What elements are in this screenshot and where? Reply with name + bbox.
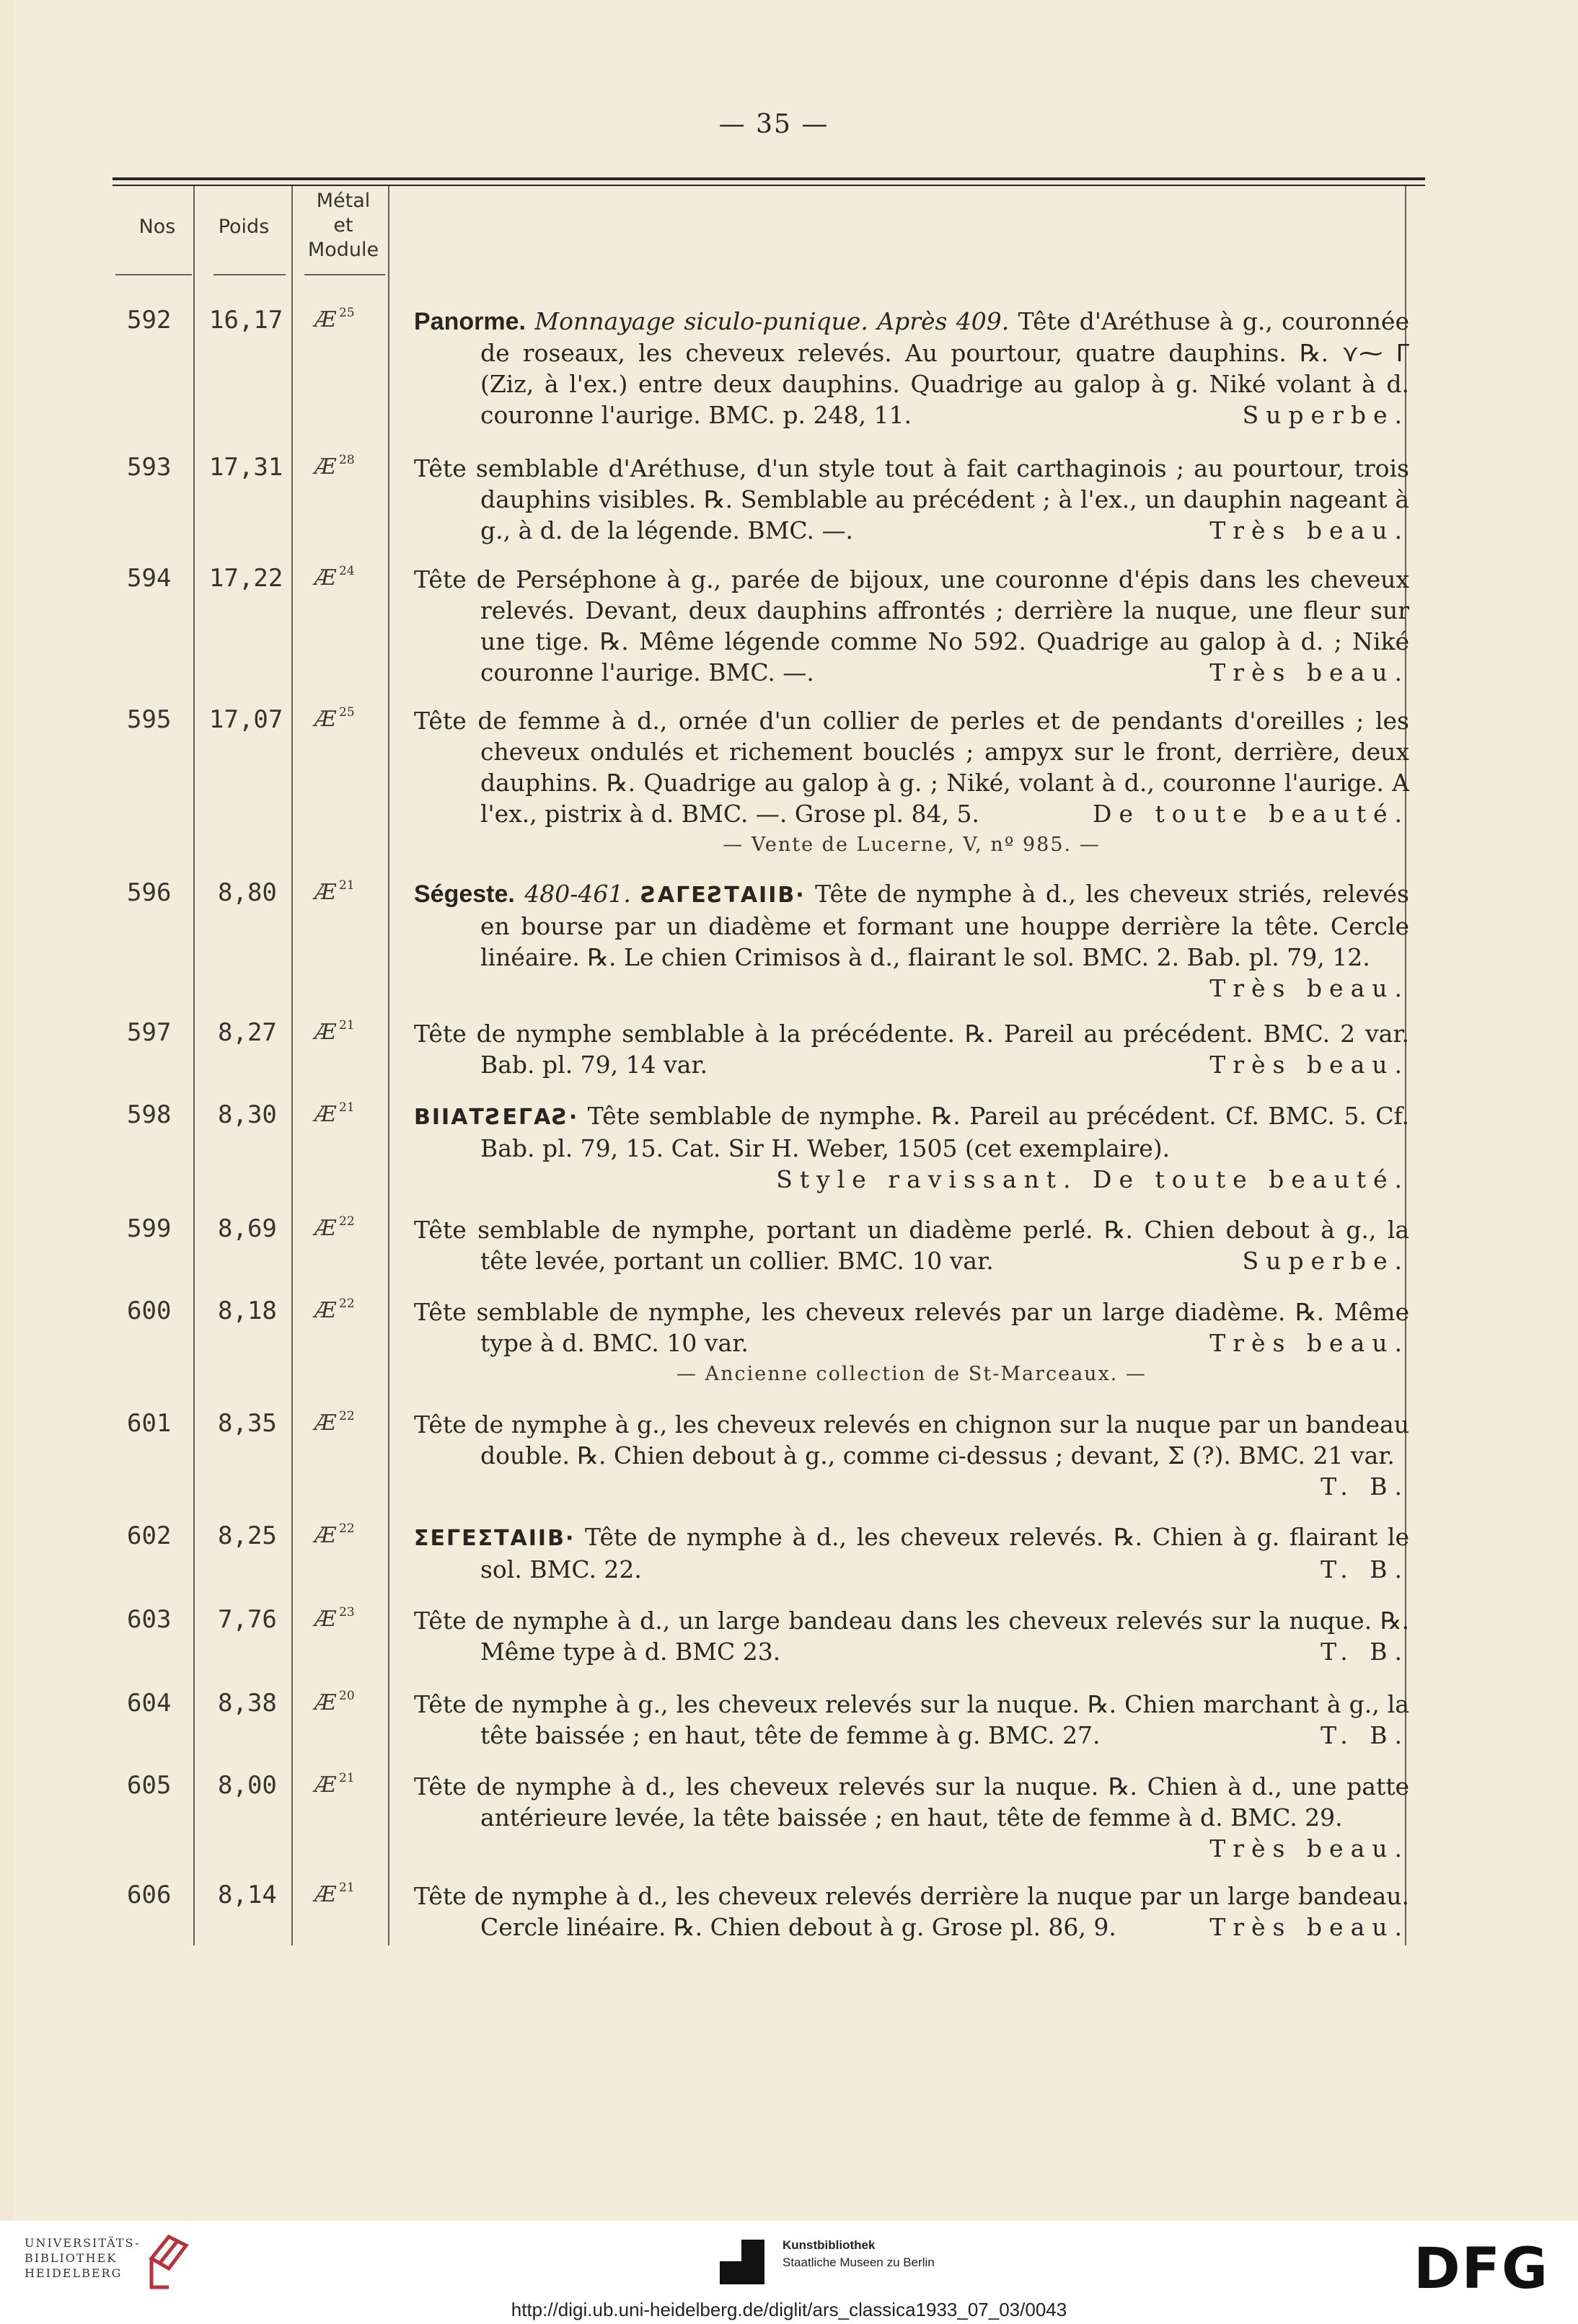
entry-description: Tête de nymphe à d., les cheveux relevés derrière la nuque par un large bandeau. Cercle linéaire. ℞. Chien debout à g. Grose pl. 86, 9. Très beau. [414,1882,1409,1941]
column-divider-1 [193,186,195,1945]
entry-number: 593 [127,453,172,482]
entry-weight: 17,07 [209,705,283,734]
column-divider-3 [388,186,389,1945]
header-metal-line2: et [333,214,353,237]
entry-metal: Æ $^{21}$ [314,1771,355,1798]
entry-grade: De toute beauté. [1092,800,1409,828]
entry-provenance-note: — Ancienne collection de St-Marceaux. — [676,1363,1147,1385]
entry-grade: Très beau. [1209,1913,1409,1941]
entry-metal: Æ $^{21}$ [314,1881,355,1907]
header-underline-1 [115,274,192,275]
entry-number: 603 [127,1605,172,1634]
entry-number: 597 [127,1018,172,1047]
entry-weight: 8,30 [218,1100,277,1129]
entry-weight: 8,00 [218,1771,277,1800]
entry-number: 596 [127,878,172,907]
column-divider-2 [291,186,293,1945]
entry-number: 606 [127,1881,172,1909]
header-underline-3 [304,274,385,275]
entry-description: ΒΙΙΑΤƧΕΓΑƧ· Tête semblable de nymphe. ℞. Pareil au précédent. Cf. BMC. 5. Cf. Bab. pl. 79, 15. Cat. Sir H. Weber, 1505 (cet exemplaire). Style ravissant. De toute beauté. [414,1102,1409,1193]
header-metal-line1: Métal [316,190,371,212]
page-number: — 35 — [718,110,829,139]
entry-grade: Très beau. [1209,974,1409,1002]
entry-metal: Æ $^{20}$ [314,1689,355,1715]
entry-description: Panorme. Monnayage siculo-punique. Après 409. Tête d'Aréthuse à g., couronnée de roseaux, les cheveux relevés. Au pourtour, quatre dauphins. ℞. ⋎⁓ ᒥ (Ziz, à l'ex.) entre deux dauphins. Quadrige au galop à g. Niké volant à d. couronne l'aurige. BMC. p. 248, 11. Superbe. [414,307,1409,429]
entry-description: Tête de nymphe à d., les cheveux relevés sur la nuque. ℞. Chien à d., une patte antérieure levée, la tête baissée ; en haut, tête de femme à d. BMC. 29. Très beau. [414,1772,1409,1863]
entry-metal: Æ $^{22}$ [314,1521,355,1548]
entry-provenance-note: — Vente de Lucerne, V, nº 985. — [723,834,1101,856]
entry-weight: 8,14 [218,1881,277,1909]
entry-number: 604 [127,1689,172,1718]
entry-description: Tête de Perséphone à g., parée de bijoux, une couronne d'épis dans les cheveux relevés. Devant, deux dauphins affrontés ; derrière la nuque, une fleur sur une tige. ℞. Même légende comme No 592. Quadrige au galop à d. ; Niké couronne l'aurige. BMC. —. Très beau. [414,565,1409,686]
entry-description: Tête de nymphe à g., les cheveux relevés sur la nuque. ℞. Chien marchant à g., la tête baissée ; en haut, tête de femme à g. BMC. 27. T. B. [414,1690,1409,1749]
entry-description: ΣΕΓΕΣΤΑΙΙΒ· Tête de nymphe à d., les cheveux relevés. ℞. Chien à g. flairant le sol. BMC. 22. T. B. [414,1523,1409,1583]
kunstbibliothek-text: Kunstbibliothek Staatliche Museen zu Berlin [783,2238,935,2269]
entry-weight: 8,80 [218,878,277,907]
entry-grade: T. B. [1321,1555,1409,1583]
entry-description: Tête de nymphe à d., un large bandeau dans les cheveux relevés sur la nuque. ℞. Même type à d. BMC 23. T. B. [414,1607,1409,1666]
entry-grade: Très beau. [1209,1329,1409,1357]
entry-description: Tête semblable de nymphe, portant un diadème perlé. ℞. Chien debout à g., la tête levée, portant un collier. BMC. 10 var. Superbe. [414,1216,1409,1275]
entry-grade: Très beau. [1209,658,1409,686]
entry-metal: Æ $^{23}$ [314,1605,355,1632]
top-rule-thick [113,177,1425,180]
source-url[interactable]: http://digi.ub.uni-heidelberg.de/diglit/ars_classica1933_07_03/0043 [511,2299,1067,2320]
entry-weight: 8,35 [218,1409,277,1438]
entry-metal: Æ $^{25}$ [314,306,355,332]
entry-weight: 8,38 [218,1689,277,1718]
entry-number: 595 [127,705,172,734]
entry-number: 601 [127,1409,172,1438]
entry-number: 600 [127,1296,172,1325]
entry-description: Tête de nymphe à g., les cheveux relevés en chignon sur la nuque par un bandeau double. ℞. Chien debout à g., comme ci-dessus ; devant, Ʃ (?). BMC. 21 var. T. B. [414,1410,1409,1501]
entry-metal: Æ $^{22}$ [314,1409,355,1436]
header-metal-line3: Module [307,239,379,261]
entry-grade: T. B. [1321,1472,1409,1501]
entry-metal: Æ $^{21}$ [314,878,355,905]
uni-heidelberg-logo-icon [144,2230,195,2292]
entry-metal: Æ $^{22}$ [314,1214,355,1241]
entry-weight: 17,31 [209,453,283,482]
entry-number: 598 [127,1100,172,1129]
entry-number: 594 [127,564,172,593]
entry-number: 599 [127,1214,172,1243]
entry-weight: 8,18 [218,1296,277,1325]
entry-grade: Superbe. [1242,1247,1409,1275]
entry-metal: Æ $^{28}$ [314,453,355,480]
entry-grade: Très beau. [1209,1051,1409,1079]
uni-heidelberg-logo-text: UNIVERSITÄTS- BIBLIOTHEK HEIDELBERG [25,2236,141,2280]
entry-weight: 8,69 [218,1214,277,1243]
scanned-page [13,0,1578,2221]
entry-metal: Æ $^{22}$ [314,1296,355,1323]
kunstbibliothek-logo-icon [720,2240,764,2284]
entry-grade: Très beau. [1209,1834,1409,1863]
entry-grade: Superbe. [1242,401,1409,429]
entry-metal: Æ $^{24}$ [314,564,355,591]
entry-weight: 16,17 [209,306,283,335]
entry-description: Tête semblable d'Aréthuse, d'un style tout à fait carthaginois ; au pourtour, trois dauphins visibles. ℞. Semblable au précédent ; à l'ex., un dauphin nageant à g., à d. de la légende. BMC. —. Très beau. [414,454,1409,544]
entry-weight: 17,22 [209,564,283,593]
entry-grade: Style ravissant. De toute beauté. [776,1165,1409,1193]
entry-number: 605 [127,1771,172,1800]
entry-metal: Æ $^{21}$ [314,1018,355,1045]
entry-metal: Æ $^{25}$ [314,705,355,732]
entry-description: Ségeste. 480-461. ƧΑΓΕƧΤΑΙΙΒ· Tête de nymphe à d., les cheveux striés, relevés en bourse par un diadème et formant une houppe derrière la tête. Cercle linéaire. ℞. Le chien Crimisos à d., flairant le sol. BMC. 2. Bab. pl. 79, 12. Très beau. [414,880,1409,1002]
header-metal [299,189,388,262]
entry-weight: 7,76 [218,1605,277,1634]
header-poids: Poids [218,216,270,238]
header-nos: Nos [138,216,176,238]
entry-grade: Très beau. [1209,516,1409,544]
header-underline-2 [213,274,286,275]
digitization-footer [0,2221,1578,2324]
dfg-logo: DFG [1413,2237,1549,2302]
entry-weight: 8,25 [218,1521,277,1550]
entry-number: 602 [127,1521,172,1550]
entry-description: Tête semblable de nymphe, les cheveux relevés par un large diadème. ℞. Même type à d. BMC. 10 var. Très beau. — Ancienne collection de St-Marceaux. — [414,1296,1409,1389]
entry-description: Tête de femme à d., ornée d'un collier de perles et de pendants d'oreilles ; les cheveux ondulés et richement bouclés ; ampyx sur le front, derrière, deux dauphins. ℞. Quadrige au galop à g. ; Niké, volant à d., couronne l'aurige. A l'ex., pistrix à d. BMC. —. Grose pl. 84, 5. De toute beauté. — Vente de Lucerne, V, nº 985. — [414,705,1409,860]
top-rule-thin [113,185,1425,186]
entry-number: 592 [127,306,172,335]
entry-metal: Æ $^{21}$ [314,1100,355,1127]
entry-grade: T. B. [1321,1721,1409,1749]
entry-description: Tête de nymphe semblable à la précédente. ℞. Pareil au précédent. BMC. 2 var. Bab. pl. 79, 14 var. Très beau. [414,1020,1409,1079]
entry-grade: T. B. [1321,1638,1409,1666]
entry-weight: 8,27 [218,1018,277,1047]
